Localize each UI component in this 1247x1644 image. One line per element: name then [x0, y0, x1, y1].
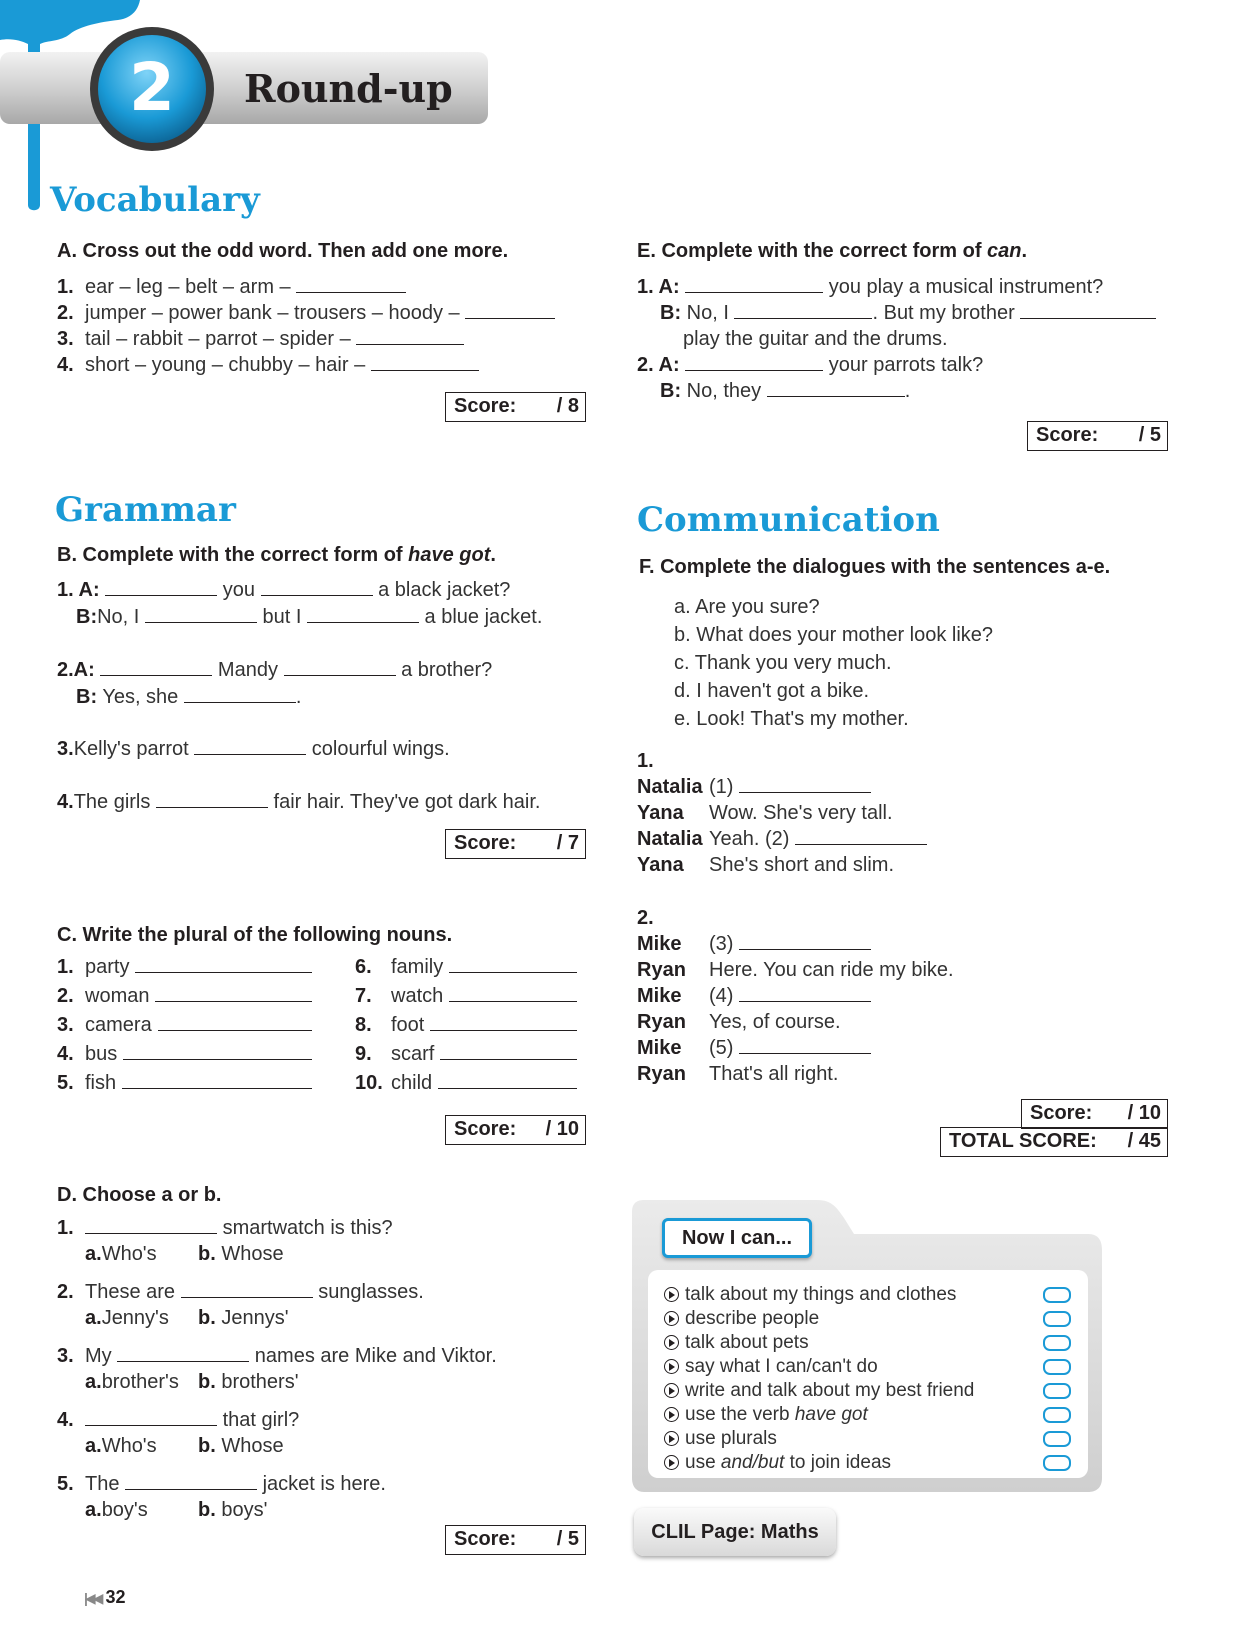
- option-b[interactable]: b. Whose: [198, 1435, 284, 1457]
- clil-page-button[interactable]: CLIL Page: Maths: [634, 1508, 836, 1556]
- speaker-name: Yana: [637, 854, 684, 876]
- sentence-option: c. Thank you very much.: [674, 652, 892, 674]
- answer-blank[interactable]: [85, 1408, 217, 1426]
- dialogue-line: Ryan That's all right.: [637, 1063, 839, 1085]
- score-box-e: Score: / 5: [1027, 421, 1168, 451]
- page-title: Round-up: [244, 66, 453, 111]
- checkbox[interactable]: [1043, 1287, 1071, 1303]
- dialogue-line: Yana Wow. She's very tall.: [637, 802, 893, 824]
- answer-blank[interactable]: [438, 1071, 577, 1089]
- section-e-title: E. Complete with the correct form of can.: [637, 240, 1028, 262]
- play-bullet-icon: [664, 1311, 679, 1326]
- answer-blank[interactable]: [158, 1013, 312, 1031]
- answer-blank[interactable]: [123, 1042, 312, 1060]
- answer-blank[interactable]: [465, 301, 555, 319]
- can-do-item: talk about pets: [664, 1331, 809, 1355]
- choice-question: 2. These are sunglasses.: [57, 1281, 424, 1303]
- answer-blank[interactable]: [117, 1344, 249, 1362]
- answer-blank[interactable]: [795, 827, 927, 845]
- b-line-3: 3.Kelly's parrot colourful wings.: [57, 738, 450, 760]
- checkbox[interactable]: [1043, 1311, 1071, 1327]
- choice-options: [85, 1242, 284, 1266]
- section-b-title: B. Complete with the correct form of have got.: [57, 544, 496, 566]
- dialogue-line: Ryan Here. You can ride my bike.: [637, 959, 954, 981]
- answer-blank[interactable]: [125, 1472, 257, 1490]
- option-a[interactable]: a.Who's: [85, 1435, 157, 1457]
- answer-blank[interactable]: [296, 275, 406, 293]
- answer-blank[interactable]: [449, 984, 577, 1002]
- e-line-5: B: No, they .: [660, 380, 911, 402]
- dialogue-line: Yana She's short and slim.: [637, 854, 895, 876]
- section-d-title: D. Choose a or b.: [57, 1184, 222, 1206]
- choice-options: [85, 1434, 284, 1458]
- play-bullet-icon: [664, 1287, 679, 1302]
- speaker-name: Mike: [637, 933, 682, 955]
- answer-blank[interactable]: [449, 955, 577, 973]
- dialogue-line: Mike (3): [637, 932, 871, 956]
- answer-blank[interactable]: [440, 1042, 577, 1060]
- answer-blank[interactable]: [739, 984, 871, 1002]
- score-box-c: Score: / 10: [445, 1115, 586, 1145]
- choice-options: [85, 1370, 299, 1394]
- checkbox[interactable]: [1043, 1335, 1071, 1351]
- now-i-can-title: Now I can...: [662, 1218, 812, 1258]
- section-f-title: F. Complete the dialogues with the sentences a-e.: [639, 556, 1111, 578]
- checkbox[interactable]: [1043, 1359, 1071, 1375]
- answer-blank[interactable]: [122, 1071, 312, 1089]
- sentence-option: d. I haven't got a bike.: [674, 680, 870, 702]
- answer-blank[interactable]: [85, 1216, 217, 1234]
- choice-question: 1. smartwatch is this?: [57, 1217, 393, 1239]
- vocab-a-item: 1. ear – leg – belt – arm –: [57, 275, 406, 299]
- plural-item: 1. party: [57, 955, 312, 979]
- speaker-name: Mike: [637, 1037, 682, 1059]
- answer-blank[interactable]: [181, 1280, 313, 1298]
- vocabulary-heading: Vocabulary: [50, 180, 260, 220]
- option-a[interactable]: a.Who's: [85, 1243, 157, 1265]
- choice-question: 4. that girl?: [57, 1409, 300, 1431]
- play-bullet-icon: [664, 1383, 679, 1398]
- score-box-a: Score: / 8: [445, 392, 586, 422]
- can-do-item: use the verb have got: [664, 1403, 868, 1427]
- communication-heading: Communication: [637, 500, 940, 540]
- plural-item: 3. camera: [57, 1013, 312, 1037]
- can-do-item: use plurals: [664, 1427, 777, 1451]
- can-do-item: write and talk about my best friend: [664, 1379, 974, 1403]
- section-c-title: C. Write the plural of the following nouns.: [57, 924, 453, 946]
- speaker-name: Natalia: [637, 828, 703, 850]
- b-line-1b: B:No, I but I a blue jacket.: [76, 606, 543, 628]
- vocab-a-item: 4. short – young – chubby – hair –: [57, 353, 479, 377]
- checkbox[interactable]: [1043, 1431, 1071, 1447]
- b-line-4: 4.The girls fair hair. They've got dark hair.: [57, 791, 541, 813]
- answer-blank[interactable]: [739, 932, 871, 950]
- e-line-2: B: No, I . But my brother: [660, 301, 1156, 325]
- can-do-item: talk about my things and clothes: [664, 1283, 956, 1307]
- checkbox[interactable]: [1043, 1407, 1071, 1423]
- can-do-item: use and/but to join ideas: [664, 1451, 891, 1475]
- speaker-name: Ryan: [637, 959, 686, 981]
- dialogue-line: Natalia Yeah. (2): [637, 827, 927, 851]
- play-bullet-icon: [664, 1431, 679, 1446]
- dialogue-line: Mike (4): [637, 984, 871, 1008]
- answer-blank[interactable]: [739, 1036, 871, 1054]
- vocab-a-item: 3. tail – rabbit – parrot – spider –: [57, 327, 464, 351]
- dialogue-line: Ryan Yes, of course.: [637, 1011, 841, 1033]
- e-line-4: 2. A: your parrots talk?: [637, 354, 984, 376]
- score-box-b: Score: / 7: [445, 829, 586, 859]
- option-a[interactable]: a.brother's: [85, 1371, 179, 1393]
- option-b[interactable]: b. boys': [198, 1499, 268, 1521]
- page-number: |◀◀ 32: [84, 1587, 126, 1607]
- answer-blank[interactable]: [155, 984, 312, 1002]
- answer-blank[interactable]: [135, 955, 312, 973]
- plural-item: 7. watch: [355, 984, 577, 1008]
- option-a[interactable]: a.Jenny's: [85, 1307, 169, 1329]
- choice-question: 5. The jacket is here.: [57, 1473, 386, 1495]
- checkbox[interactable]: [1043, 1383, 1071, 1399]
- unit-number: 2: [129, 49, 175, 126]
- dialogue-line: Natalia (1): [637, 775, 871, 799]
- choice-question: 3. My names are Mike and Viktor.: [57, 1345, 497, 1367]
- option-b[interactable]: b. Jennys': [198, 1307, 289, 1329]
- speaker-name: Ryan: [637, 1063, 686, 1085]
- plural-item: 2. woman: [57, 984, 312, 1008]
- speaker-name: Yana: [637, 802, 684, 824]
- plural-item: 10. child: [355, 1071, 577, 1095]
- choice-options: [85, 1498, 267, 1522]
- answer-blank[interactable]: [371, 353, 479, 371]
- answer-blank[interactable]: [739, 775, 871, 793]
- dialogue-2-number: 2.: [637, 907, 654, 929]
- can-do-item: say what I can/can't do: [664, 1355, 878, 1379]
- plural-item: 6. family: [355, 955, 577, 979]
- b-line-1a: 1. A: you a black jacket?: [57, 579, 511, 601]
- section-a-title: A. Cross out the odd word. Then add one more.: [57, 240, 509, 262]
- sentence-option: a. Are you sure?: [674, 596, 820, 618]
- play-bullet-icon: [664, 1455, 679, 1470]
- sentence-option: b. What does your mother look like?: [674, 624, 994, 646]
- can-do-item: describe people: [664, 1307, 819, 1331]
- option-b[interactable]: b. Whose: [198, 1243, 284, 1265]
- plural-item: 8. foot: [355, 1013, 577, 1037]
- option-b[interactable]: b. brothers': [198, 1371, 299, 1393]
- choice-options: [85, 1306, 289, 1330]
- play-bullet-icon: [664, 1359, 679, 1374]
- dialogue-1-number: 1.: [637, 750, 654, 772]
- e-line-3: play the guitar and the drums.: [683, 328, 948, 350]
- option-a[interactable]: a.boy's: [85, 1499, 148, 1521]
- b-line-2a: 2.A: Mandy a brother?: [57, 659, 493, 681]
- score-box-d: Score: / 5: [445, 1525, 586, 1555]
- total-score-box: TOTAL SCORE: / 45: [940, 1127, 1168, 1157]
- answer-blank[interactable]: [430, 1013, 577, 1031]
- plural-item: 4. bus: [57, 1042, 312, 1066]
- speaker-name: Ryan: [637, 1011, 686, 1033]
- b-line-2b: B: Yes, she .: [76, 686, 302, 708]
- checkbox[interactable]: [1043, 1455, 1071, 1471]
- speaker-name: Natalia: [637, 776, 703, 798]
- speaker-name: Mike: [637, 985, 682, 1007]
- answer-blank[interactable]: [356, 327, 464, 345]
- play-bullet-icon: [664, 1335, 679, 1350]
- play-bullet-icon: [664, 1407, 679, 1422]
- sentence-option: e. Look! That's my mother.: [674, 708, 909, 730]
- plural-item: 5. fish: [57, 1071, 312, 1095]
- rewind-icon: |◀◀: [84, 1590, 101, 1606]
- grammar-heading: Grammar: [55, 490, 236, 530]
- vocab-a-item: 2. jumper – power bank – trousers – hoody –: [57, 301, 555, 325]
- e-line-1: 1. A: you play a musical instrument?: [637, 276, 1104, 298]
- plural-item: 9. scarf: [355, 1042, 577, 1066]
- dialogue-line: Mike (5): [637, 1036, 871, 1060]
- score-box-f: Score: / 10: [1021, 1099, 1168, 1129]
